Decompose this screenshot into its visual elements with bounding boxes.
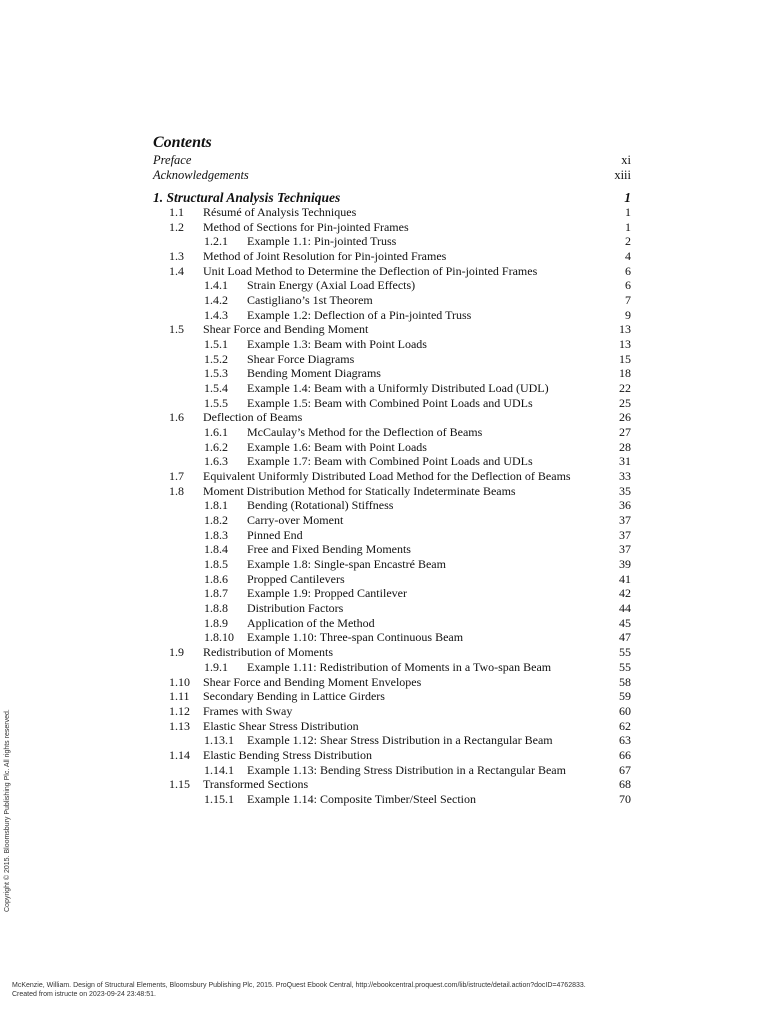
entry-number: 1.9 bbox=[169, 645, 184, 660]
entry-page: 35 bbox=[619, 483, 631, 498]
entry-page: 7 bbox=[625, 293, 631, 308]
entry-number: 1.5.1 bbox=[204, 337, 228, 352]
entry-page: 9 bbox=[625, 307, 631, 322]
entry-title: Pinned End bbox=[247, 527, 303, 542]
entry-number: 1.5.4 bbox=[204, 381, 228, 396]
entry-number: 1.5 bbox=[169, 322, 184, 337]
toc-subsection-entry[interactable] bbox=[0, 337, 768, 352]
entry-page: xiii bbox=[614, 168, 631, 182]
toc-entry-preface[interactable] bbox=[153, 153, 631, 168]
entry-title: Acknowledgements bbox=[153, 168, 249, 182]
entry-title: Bending (Rotational) Stiffness bbox=[247, 498, 394, 513]
entry-number: 1.13.1 bbox=[204, 733, 234, 748]
toc-section-entry[interactable] bbox=[0, 719, 768, 734]
entry-number: 1.8.10 bbox=[204, 630, 234, 645]
toc-section-entry[interactable] bbox=[0, 322, 768, 337]
toc-subsection-entry[interactable] bbox=[0, 557, 768, 572]
entry-title: Example 1.13: Bending Stress Distribution in a Rectangular Beam bbox=[247, 762, 566, 777]
toc-subsection-entry[interactable] bbox=[0, 440, 768, 455]
toc-section-entry[interactable] bbox=[0, 469, 768, 484]
toc-subsection-entry[interactable] bbox=[0, 601, 768, 616]
toc-subsection-entry[interactable] bbox=[0, 234, 768, 249]
entry-page: 44 bbox=[619, 601, 631, 616]
entry-title: Example 1.1: Pin-jointed Truss bbox=[247, 234, 397, 249]
entry-number: 1.8.8 bbox=[204, 601, 228, 616]
entry-number: 1.15 bbox=[169, 777, 190, 792]
entry-number: 1.2.1 bbox=[204, 234, 228, 249]
entry-title: Moment Distribution Method for Statically Indeterminate Beams bbox=[203, 483, 516, 498]
entry-page: 37 bbox=[619, 513, 631, 528]
entry-title: Example 1.9: Propped Cantilever bbox=[247, 586, 407, 601]
toc-section-entry[interactable] bbox=[0, 689, 768, 704]
entry-title: Method of Sections for Pin-jointed Frames bbox=[203, 219, 409, 234]
entry-title: Free and Fixed Bending Moments bbox=[247, 542, 411, 557]
toc-subsection-entry[interactable] bbox=[0, 454, 768, 469]
toc-subsection-entry[interactable] bbox=[0, 278, 768, 293]
toc-chapter-heading[interactable] bbox=[153, 190, 631, 206]
entry-page: 36 bbox=[619, 498, 631, 513]
entry-title: Transformed Sections bbox=[203, 777, 309, 792]
entry-number: 1.4.2 bbox=[204, 293, 228, 308]
entry-number: 1.4.3 bbox=[204, 307, 228, 322]
toc-subsection-entry[interactable] bbox=[0, 381, 768, 396]
chapter-title: 1. Structural Analysis Techniques bbox=[153, 190, 341, 205]
entry-page: 1 bbox=[625, 205, 631, 219]
entry-page: 62 bbox=[619, 718, 631, 733]
entry-title: Example 1.5: Beam with Combined Point Loads and UDLs bbox=[247, 395, 533, 410]
toc-section-entry[interactable] bbox=[0, 205, 768, 220]
entry-title: Shear Force Diagrams bbox=[247, 351, 355, 366]
entry-page: 25 bbox=[619, 395, 631, 410]
entry-page: 67 bbox=[619, 762, 631, 777]
entry-page: 45 bbox=[619, 615, 631, 630]
entry-page: 13 bbox=[619, 322, 631, 337]
entry-title: Example 1.11: Redistribution of Moments in a Two-span Beam bbox=[247, 659, 552, 674]
entry-title: Elastic Shear Stress Distribution bbox=[203, 718, 359, 733]
entry-number: 1.5.5 bbox=[204, 395, 228, 410]
entry-number: 1.6 bbox=[169, 410, 184, 425]
toc-subsection-entry[interactable] bbox=[0, 396, 768, 411]
entry-number: 1.6.3 bbox=[204, 454, 228, 469]
entry-number: 1.14 bbox=[169, 747, 190, 762]
entry-page: 31 bbox=[619, 454, 631, 469]
entry-page: 33 bbox=[619, 469, 631, 484]
toc-subsection-entry[interactable] bbox=[0, 630, 768, 645]
entry-number: 1.8 bbox=[169, 483, 184, 498]
entry-number: 1.15.1 bbox=[204, 791, 234, 806]
entry-number: 1.3 bbox=[169, 249, 184, 264]
entry-title: Carry-over Moment bbox=[247, 513, 344, 528]
chapter-page: 1 bbox=[624, 190, 631, 205]
toc-subsection-entry[interactable] bbox=[0, 542, 768, 557]
entry-title: Redistribution of Moments bbox=[203, 645, 333, 660]
entry-page: 63 bbox=[619, 733, 631, 748]
entry-page: 60 bbox=[619, 703, 631, 718]
toc-subsection-entry[interactable] bbox=[0, 733, 768, 748]
entry-page: 13 bbox=[619, 337, 631, 352]
toc-subsection-entry[interactable] bbox=[0, 293, 768, 308]
entry-number: 1.8.9 bbox=[204, 615, 228, 630]
toc-subsection-entry[interactable] bbox=[0, 498, 768, 513]
entry-page: 2 bbox=[625, 234, 631, 249]
entry-page: 66 bbox=[619, 747, 631, 762]
toc-entry-acknowledgements[interactable] bbox=[153, 168, 631, 183]
entry-page: 18 bbox=[619, 366, 631, 381]
toc-section-entry[interactable] bbox=[0, 645, 768, 660]
entry-title: Propped Cantilevers bbox=[247, 571, 345, 586]
toc-section-entry[interactable] bbox=[0, 249, 768, 264]
entry-title: Shear Force and Bending Moment Envelopes bbox=[203, 674, 422, 689]
entry-number: 1.11 bbox=[169, 689, 190, 704]
entry-title: Example 1.8: Single-span Encastré Beam bbox=[247, 557, 446, 572]
entry-number: 1.8.2 bbox=[204, 513, 228, 528]
entry-title: Example 1.4: Beam with a Uniformly Distributed Load (UDL) bbox=[247, 381, 549, 396]
entry-number: 1.7 bbox=[169, 469, 184, 484]
entry-number: 1.10 bbox=[169, 674, 190, 689]
entry-title: Application of the Method bbox=[247, 615, 375, 630]
citation-footer bbox=[12, 981, 586, 999]
entry-number: 1.6.2 bbox=[204, 439, 228, 454]
toc-section-entry[interactable] bbox=[0, 410, 768, 425]
entry-page: 4 bbox=[625, 249, 631, 264]
entry-number: 1.8.4 bbox=[204, 542, 228, 557]
entry-title: Résumé of Analysis Techniques bbox=[203, 205, 357, 219]
toc-section-entry[interactable] bbox=[0, 748, 768, 763]
entry-page: xi bbox=[621, 153, 631, 167]
entry-page: 15 bbox=[619, 351, 631, 366]
entry-title: Example 1.12: Shear Stress Distribution in a Rectangular Beam bbox=[247, 733, 553, 748]
entry-number: 1.4.1 bbox=[204, 278, 228, 293]
toc-subsection-entry[interactable] bbox=[0, 425, 768, 440]
citation-line: McKenzie, William. Design of Structural Elements, Bloomsbury Publishing Plc, 2015. ProQuest Ebook Central, http://ebookcentral.proquest.com/lib/istructe/detail.action?docID=4762833. bbox=[12, 982, 586, 989]
entry-title: Method of Joint Resolution for Pin-jointed Frames bbox=[203, 249, 447, 264]
entry-page: 26 bbox=[619, 410, 631, 425]
entry-title: Secondary Bending in Lattice Girders bbox=[203, 689, 385, 704]
entry-page: 70 bbox=[619, 791, 631, 806]
toc-subsection-entry[interactable] bbox=[0, 586, 768, 601]
entry-number: 1.5.2 bbox=[204, 351, 228, 366]
entry-title: Example 1.3: Beam with Point Loads bbox=[247, 337, 427, 352]
toc-subsection-entry[interactable] bbox=[0, 660, 768, 675]
entry-title: Shear Force and Bending Moment bbox=[203, 322, 369, 337]
toc-section-entry[interactable] bbox=[0, 220, 768, 235]
entry-number: 1.12 bbox=[169, 703, 190, 718]
toc-section-entry[interactable] bbox=[0, 704, 768, 719]
entry-number: 1.9.1 bbox=[204, 659, 228, 674]
entry-title: Strain Energy (Axial Load Effects) bbox=[247, 278, 416, 293]
toc-subsection-entry[interactable] bbox=[0, 308, 768, 323]
entry-page: 28 bbox=[619, 439, 631, 454]
entry-page: 42 bbox=[619, 586, 631, 601]
entry-number: 1.8.3 bbox=[204, 527, 228, 542]
toc-subsection-entry[interactable] bbox=[0, 792, 768, 807]
entry-title: Example 1.14: Composite Timber/Steel Section bbox=[247, 791, 476, 806]
entry-page: 39 bbox=[619, 557, 631, 572]
entry-title: Bending Moment Diagrams bbox=[247, 366, 381, 381]
entry-page: 6 bbox=[625, 278, 631, 293]
entry-number: 1.8.7 bbox=[204, 586, 228, 601]
toc-subsection-entry[interactable] bbox=[0, 572, 768, 587]
entry-title: Deflection of Beams bbox=[203, 410, 303, 425]
toc-subsection-entry[interactable] bbox=[0, 528, 768, 543]
toc-subsection-entry[interactable] bbox=[0, 763, 768, 778]
entry-page: 41 bbox=[619, 571, 631, 586]
entry-page: 27 bbox=[619, 425, 631, 440]
toc-subsection-entry[interactable] bbox=[0, 352, 768, 367]
entry-title: Example 1.6: Beam with Point Loads bbox=[247, 439, 427, 454]
entry-number: 1.14.1 bbox=[204, 762, 234, 777]
entry-number: 1.13 bbox=[169, 718, 190, 733]
toc-section-entry[interactable] bbox=[0, 484, 768, 499]
entry-title: Example 1.10: Three-span Continuous Beam bbox=[247, 630, 464, 645]
entry-page: 1 bbox=[625, 219, 631, 234]
toc-section-entry[interactable] bbox=[0, 675, 768, 690]
toc-subsection-entry[interactable] bbox=[0, 366, 768, 381]
entry-number: 1.1 bbox=[169, 205, 184, 219]
entry-title: Example 1.7: Beam with Combined Point Loads and UDLs bbox=[247, 454, 533, 469]
created-line: Created from istructe on 2023-09-24 23:48:51. bbox=[12, 991, 156, 998]
entry-number: 1.4 bbox=[169, 263, 184, 278]
entry-page: 68 bbox=[619, 777, 631, 792]
entry-page: 6 bbox=[625, 263, 631, 278]
entry-page: 59 bbox=[619, 689, 631, 704]
entry-title: Preface bbox=[153, 153, 192, 167]
entry-title: Castigliano’s 1st Theorem bbox=[247, 293, 373, 308]
entry-page: 22 bbox=[619, 381, 631, 396]
entry-page: 47 bbox=[619, 630, 631, 645]
entry-number: 1.6.1 bbox=[204, 425, 228, 440]
entry-title: Elastic Bending Stress Distribution bbox=[203, 747, 372, 762]
entry-page: 55 bbox=[619, 645, 631, 660]
entry-number: 1.2 bbox=[169, 219, 184, 234]
entry-title: McCaulay’s Method for the Deflection of Beams bbox=[247, 425, 483, 440]
entry-page: 58 bbox=[619, 674, 631, 689]
entry-number: 1.8.1 bbox=[204, 498, 228, 513]
entry-number: 1.8.5 bbox=[204, 557, 228, 572]
toc-subsection-entry[interactable] bbox=[0, 616, 768, 631]
copyright-notice: Copyright © 2015. Bloomsbury Publishing Plc. All rights reserved. bbox=[4, 709, 11, 912]
entry-page: 37 bbox=[619, 542, 631, 557]
entry-title: Distribution Factors bbox=[247, 601, 344, 616]
entry-title: Frames with Sway bbox=[203, 703, 293, 718]
entry-number: 1.5.3 bbox=[204, 366, 228, 381]
entry-title: Unit Load Method to Determine the Deflection of Pin-jointed Frames bbox=[203, 263, 538, 278]
entry-page: 37 bbox=[619, 527, 631, 542]
entry-title: Example 1.2: Deflection of a Pin-jointed Truss bbox=[247, 307, 472, 322]
toc-heading: Contents bbox=[153, 134, 212, 151]
toc-section-entry[interactable] bbox=[0, 264, 768, 279]
toc-section-entry[interactable] bbox=[0, 777, 768, 792]
entry-number: 1.8.6 bbox=[204, 571, 228, 586]
toc-entry-list bbox=[0, 205, 768, 807]
entry-title: Equivalent Uniformly Distributed Load Method for the Deflection of Beams bbox=[203, 469, 571, 484]
toc-subsection-entry[interactable] bbox=[0, 513, 768, 528]
entry-page: 55 bbox=[619, 659, 631, 674]
